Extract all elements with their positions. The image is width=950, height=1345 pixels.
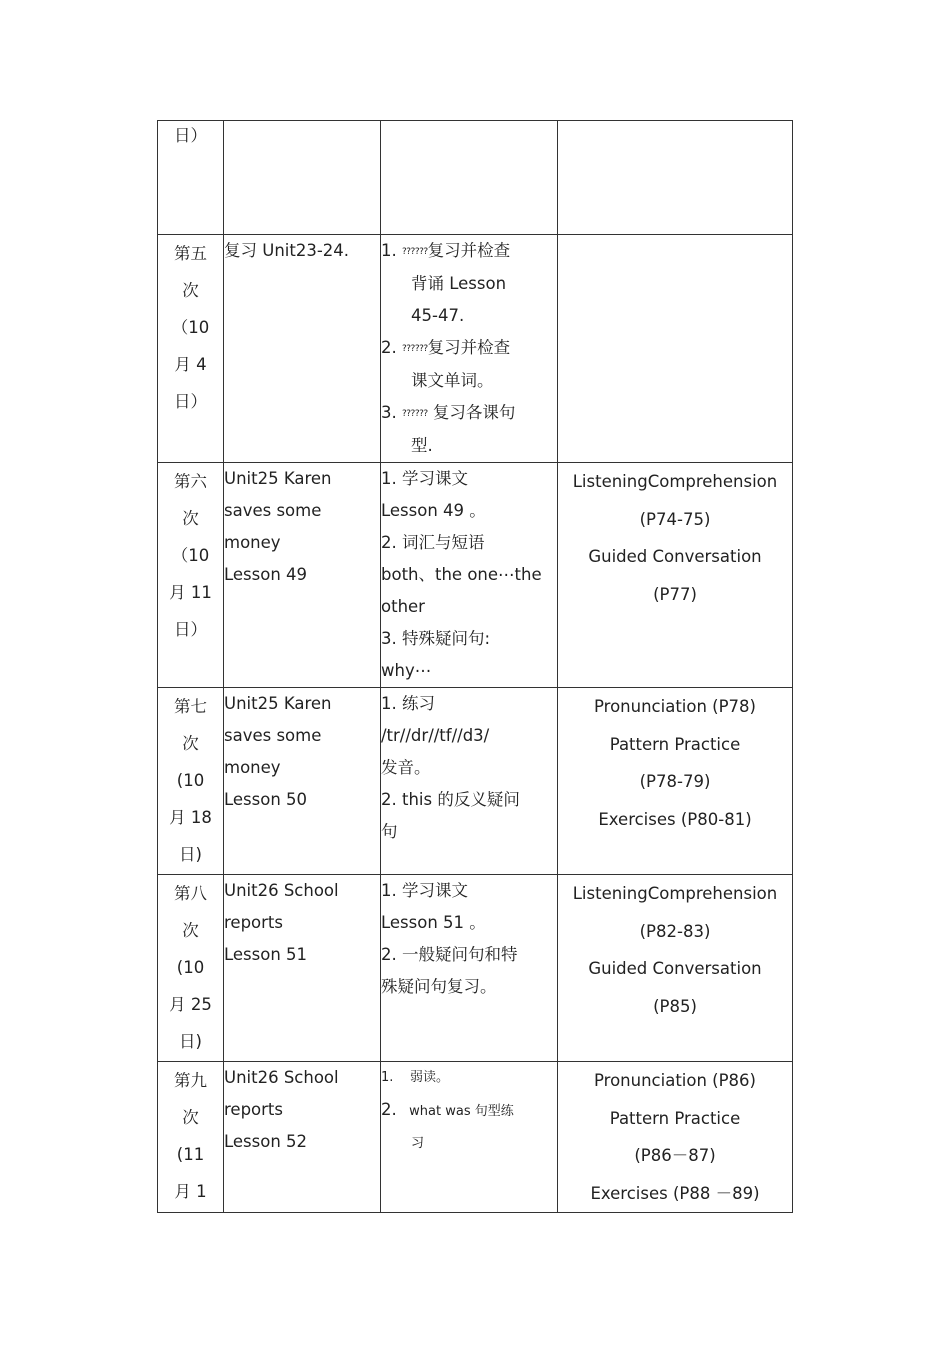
exercise-line: Guided Conversation (588, 959, 762, 978)
content-line: 2. 词汇与短语 (381, 533, 485, 552)
exercise-line: (P77) (653, 584, 697, 604)
table-row (158, 235, 793, 463)
exercise-line: Pronunciation (P86) (594, 1071, 756, 1090)
date-line: 日） (174, 620, 207, 639)
date-line: 月 1 (174, 1182, 207, 1201)
topic-line: Lesson 52 (224, 1132, 308, 1151)
content-line: 2. 一般疑问句和特 (381, 945, 518, 964)
content-line: 2. ??????复习并检查 (381, 338, 511, 357)
content-cell (381, 121, 558, 235)
topic-line: 复习 Unit23-24. (224, 241, 350, 260)
exercises-cell (558, 235, 793, 463)
exercises-cell (558, 688, 793, 875)
date-line: 月 18 (169, 808, 212, 827)
content-line: why⋯ (381, 661, 432, 680)
topic-line: Lesson 50 (224, 790, 308, 809)
date-line: 月 11 (169, 583, 212, 602)
content-line: 型. (411, 436, 433, 455)
table-row (158, 463, 793, 688)
content-line: 殊疑问句复习。 (381, 977, 497, 996)
date-line: 第八 (174, 884, 207, 903)
date-cell (158, 463, 224, 688)
content-cell (381, 1062, 558, 1213)
content-line: both、the one⋯the (381, 565, 542, 584)
content-line: Lesson 49 。 (381, 501, 486, 520)
content-line: /tr//dr//tf//d3/ (381, 726, 490, 745)
topic-cell (224, 463, 381, 688)
date-line: 次 (182, 1108, 199, 1127)
topic-line: saves some (224, 501, 322, 520)
content-cell (381, 463, 558, 688)
exercise-line: (P82-83) (639, 921, 711, 941)
exercise-line: (P86－87) (634, 1146, 716, 1165)
topic-line: Unit26 School (224, 881, 339, 900)
content-line: 背诵 Lesson (411, 274, 507, 293)
topic-line: Unit25 Karen (224, 694, 332, 713)
table-row (158, 121, 793, 235)
date-line: （10 (171, 318, 210, 337)
topic-cell (224, 688, 381, 875)
date-line: 日） (174, 126, 207, 145)
content-line: 2. this 的反义疑问 (381, 790, 520, 809)
topic-line: Lesson 51 (224, 945, 308, 964)
date-line: 第九 (174, 1071, 207, 1090)
date-cell (158, 121, 224, 235)
date-line: （10 (171, 546, 210, 565)
topic-line: saves some (224, 726, 322, 745)
exercise-line: Guided Conversation (588, 547, 762, 566)
date-cell (158, 1062, 224, 1213)
content-line: 1. 学习课文 (381, 881, 468, 900)
topic-line: reports (224, 913, 283, 932)
date-line: 日） (174, 392, 207, 411)
content-line: 2. what was 句型练 (381, 1100, 514, 1119)
date-line: 次 (182, 734, 199, 753)
content-line: 45-47. (411, 306, 465, 325)
date-line: 第七 (174, 697, 207, 716)
exercises-cell (558, 121, 793, 235)
content-line: 1. 弱读。 (381, 1070, 449, 1085)
exercise-line: ListeningComprehension (572, 472, 778, 491)
content-line: other (381, 597, 425, 616)
exercises-cell (558, 1062, 793, 1213)
topic-line: Unit25 Karen (224, 469, 332, 488)
topic-cell (224, 235, 381, 463)
date-line: 月 4 (174, 355, 207, 374)
date-line: 第六 (174, 472, 207, 491)
exercises-cell (558, 463, 793, 688)
topic-cell (224, 1062, 381, 1213)
table-row (158, 875, 793, 1062)
content-line: 3. 特殊疑问句: (381, 629, 491, 648)
topic-cell (224, 875, 381, 1062)
exercise-line: Pattern Practice (609, 1108, 741, 1128)
topic-line: money (224, 758, 281, 777)
topic-line: money (224, 533, 281, 552)
content-cell (381, 235, 558, 463)
content-line: 句 (381, 822, 398, 841)
date-line: 日) (179, 1032, 202, 1051)
exercise-line: Exercises (P88 －89) (590, 1183, 760, 1203)
content-cell (381, 875, 558, 1062)
date-cell (158, 235, 224, 463)
content-line: 习 (411, 1136, 425, 1151)
exercise-line: (P78-79) (639, 772, 711, 791)
date-line: 次 (182, 509, 199, 528)
schedule-table (157, 120, 793, 1213)
exercise-line: ListeningComprehension (572, 884, 778, 903)
date-line: (10 (176, 958, 205, 977)
content-line: 1. ??????复习并检查 (381, 241, 511, 260)
exercise-line: (P74-75) (639, 509, 711, 529)
table-row (158, 688, 793, 875)
date-cell (158, 875, 224, 1062)
content-cell (381, 688, 558, 875)
content-line: 1. 学习课文 (381, 469, 468, 488)
date-line: (11 (176, 1145, 205, 1164)
date-cell (158, 688, 224, 875)
date-line: 次 (182, 921, 199, 940)
date-line: 第五 (174, 244, 207, 263)
content-line: 发音。 (381, 758, 431, 777)
topic-line: reports (224, 1100, 283, 1119)
exercise-line: Pronunciation (P78) (594, 697, 756, 716)
exercise-line: (P85) (653, 996, 697, 1016)
date-line: 次 (182, 281, 199, 300)
exercise-line: Exercises (P80-81) (598, 809, 752, 829)
exercise-line: Pattern Practice (609, 734, 741, 754)
content-line: 1. 练习 (381, 694, 435, 713)
date-line: (10 (176, 771, 205, 790)
topic-line: Lesson 49 (224, 565, 308, 584)
exercises-cell (558, 875, 793, 1062)
table-row (158, 1062, 793, 1213)
date-line: 日) (179, 845, 202, 864)
topic-line: Unit26 School (224, 1068, 339, 1087)
content-line: 课文单词。 (411, 371, 494, 390)
content-line: Lesson 51 。 (381, 913, 486, 932)
date-line: 月 25 (169, 995, 212, 1014)
topic-cell (224, 121, 381, 235)
content-line: 3. ?????? 复习各课句 (381, 403, 516, 422)
